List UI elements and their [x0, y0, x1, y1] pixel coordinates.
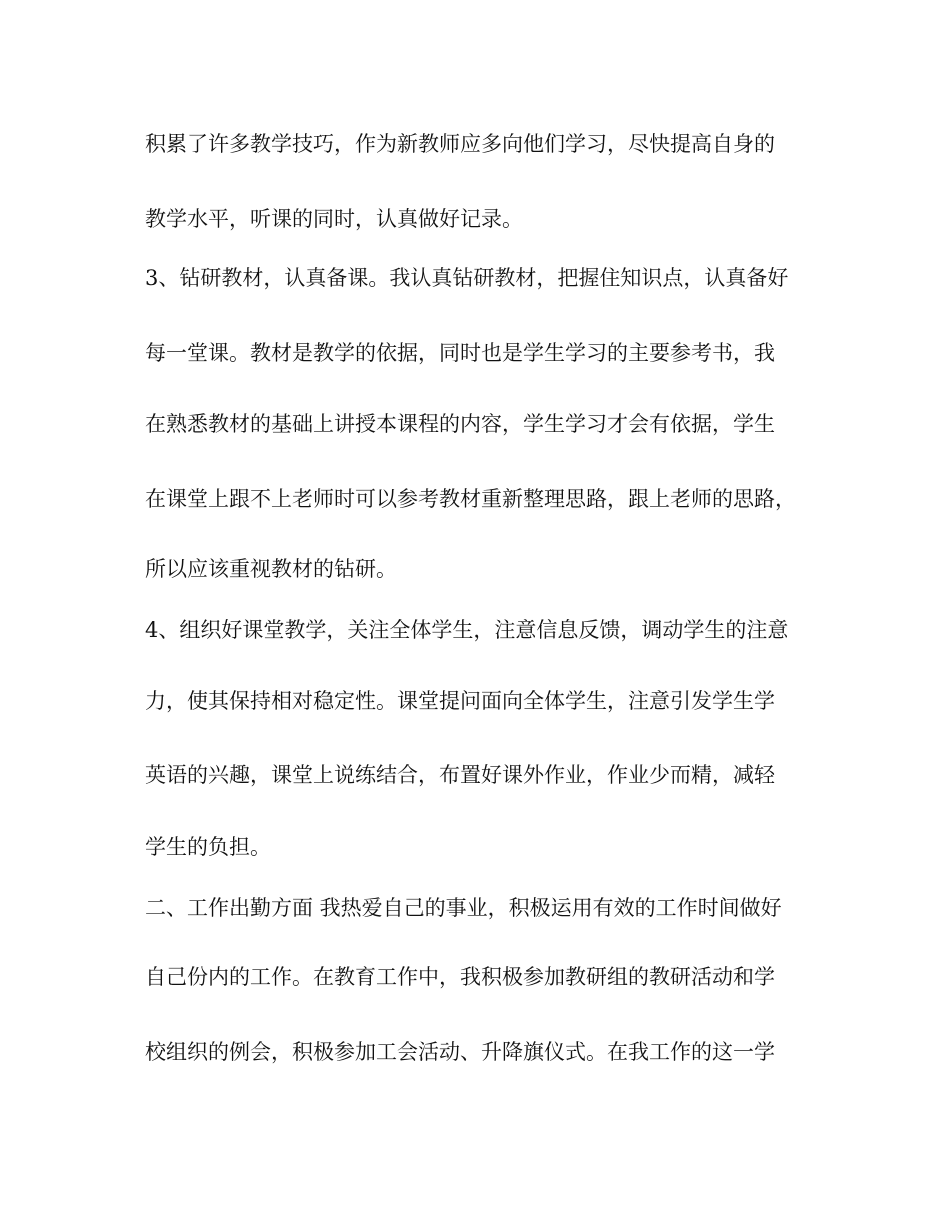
text-line: 在课堂上跟不上老师时可以参考教材重新整理思路，跟上老师的思路，	[145, 487, 796, 511]
text-line: 所以应该重视教材的钻研。	[145, 557, 397, 581]
text-line: 校组织的例会，积极参加工会活动、升降旗仪式。在我工作的这一学	[145, 1040, 775, 1064]
text-line: 自己份内的工作。在教育工作中，我积极参加教研组的教研活动和学	[145, 965, 775, 989]
text-line: 二、工作出勤方面 我热爱自己的事业，积极运用有效的工作时间做好	[145, 896, 782, 920]
text-line: 4、组织好课堂教学，关注全体学生，注意信息反馈，调动学生的注意	[145, 618, 789, 642]
text-line: 教学水平，听课的同时，认真做好记录。	[145, 207, 523, 231]
text-line: 力，使其保持相对稳定性。课堂提问面向全体学生，注意引发学生学	[145, 689, 775, 713]
text-line: 学生的负担。	[145, 835, 271, 859]
text-line: 英语的兴趣，课堂上说练结合，布置好课外作业，作业少而精，减轻	[145, 763, 775, 787]
text-line: 积累了许多教学技巧，作为新教师应多向他们学习，尽快提高自身的	[145, 132, 775, 156]
text-line: 每一堂课。教材是教学的依据，同时也是学生学习的主要参考书，我	[145, 341, 775, 365]
text-line: 在熟悉教材的基础上讲授本课程的内容，学生学习才会有依据，学生	[145, 412, 775, 436]
text-line: 3、钻研教材，认真备课。我认真钻研教材，把握住知识点，认真备好	[145, 266, 789, 290]
